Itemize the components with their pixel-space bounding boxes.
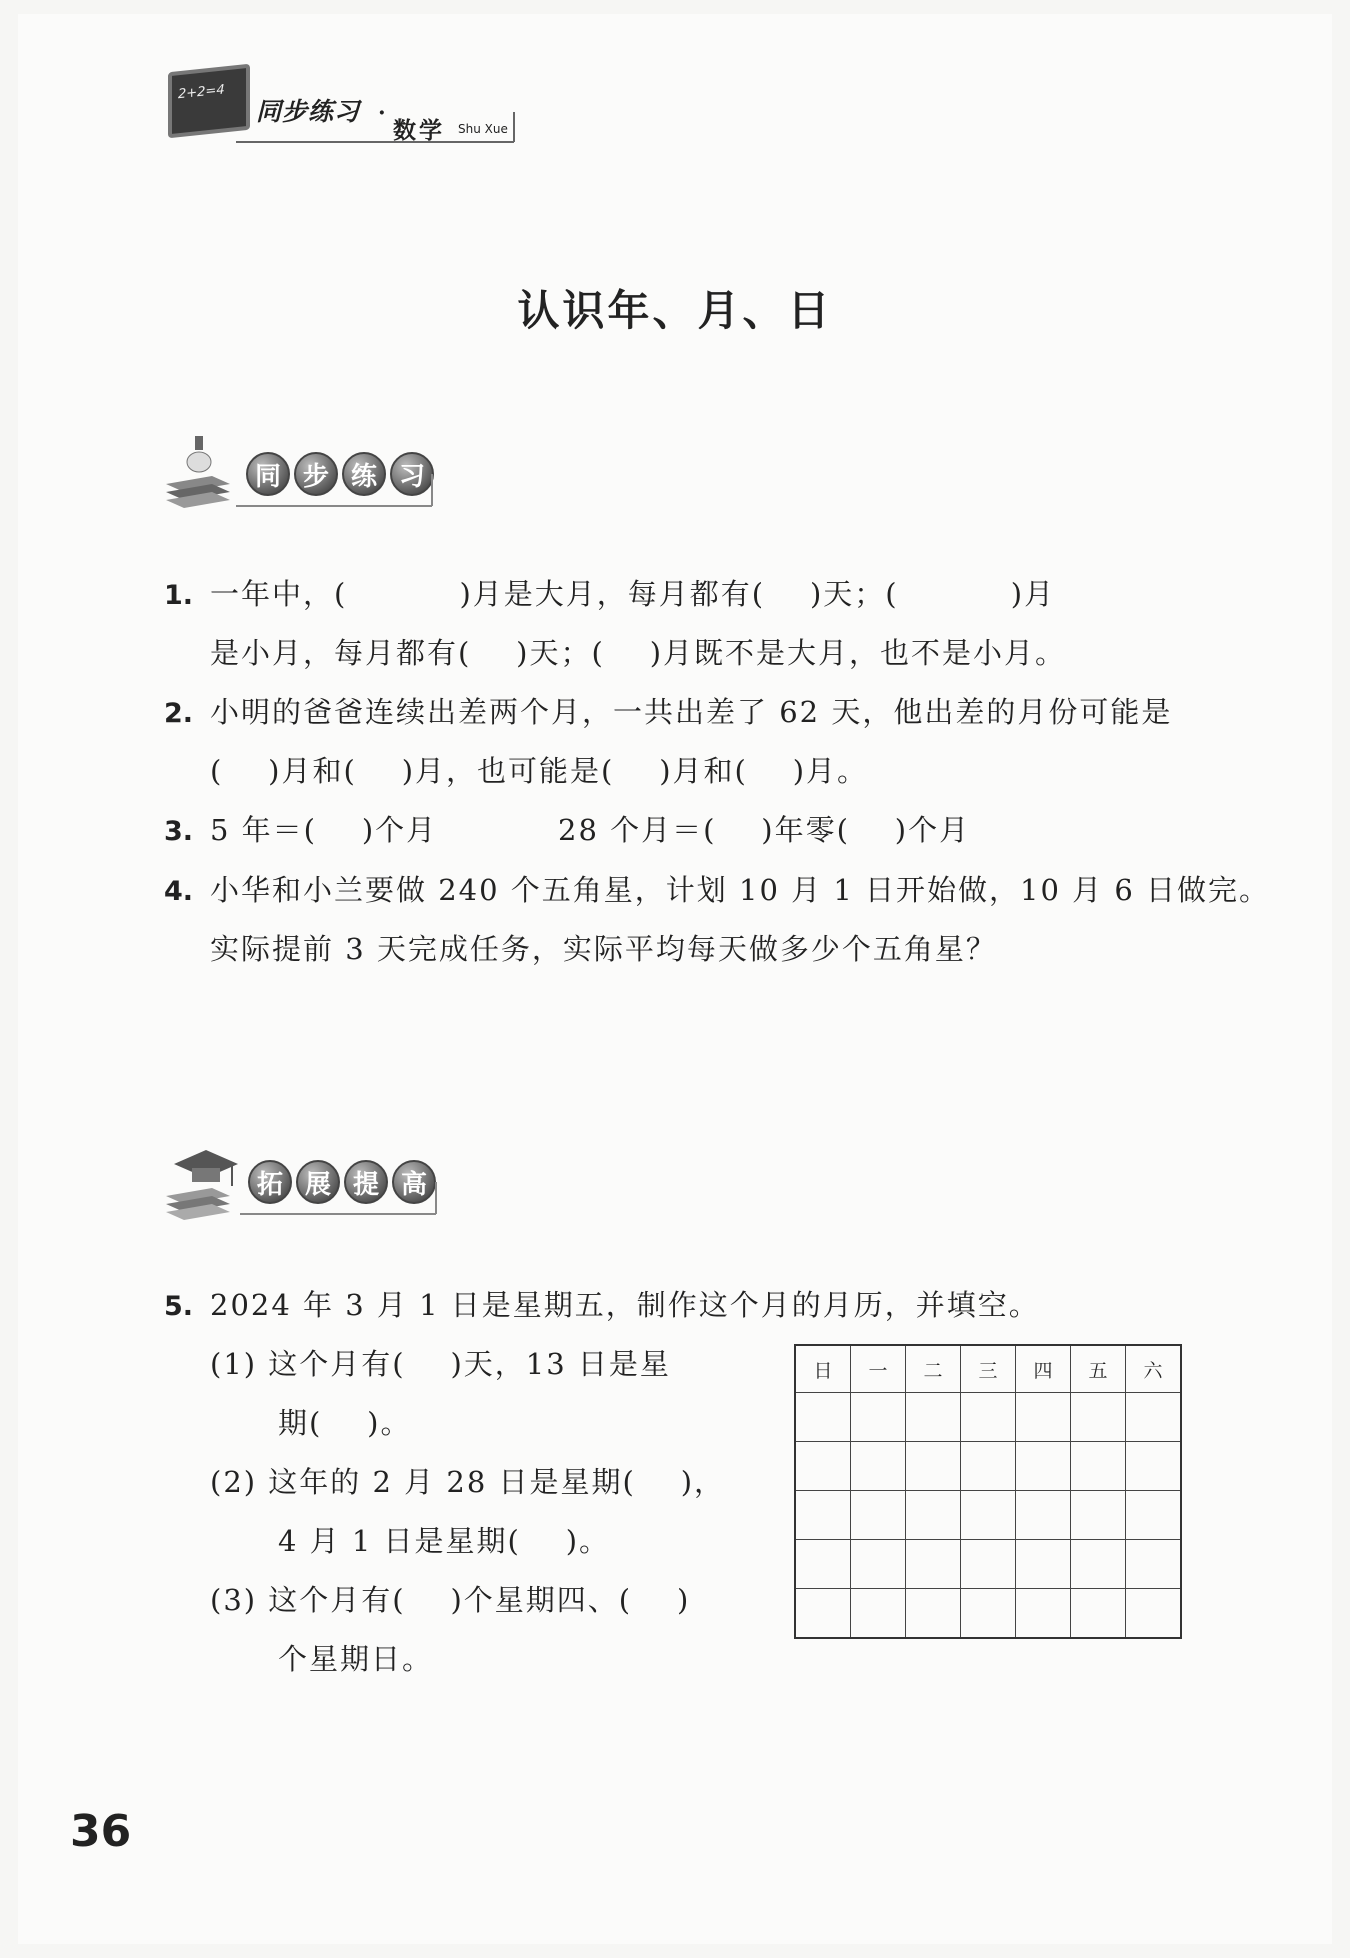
books-lamp-icon	[162, 432, 234, 510]
calendar-cell[interactable]	[1071, 1540, 1126, 1589]
page-title: 认识年、月、日	[517, 286, 833, 335]
question-3-part-2: 28 个月＝( )年零( )个月	[558, 813, 971, 847]
calendar-cell[interactable]	[1071, 1442, 1126, 1491]
calendar-cell[interactable]	[1016, 1442, 1071, 1491]
calendar-cell[interactable]	[1071, 1393, 1126, 1442]
header-divider	[513, 112, 515, 142]
calendar-cell[interactable]	[906, 1491, 961, 1540]
section-badge-practice	[246, 452, 434, 496]
series-name: 同步练习	[256, 97, 361, 126]
calendar-cell[interactable]	[1016, 1540, 1071, 1589]
calendar-row	[795, 1491, 1181, 1540]
question-2-line-1: 小明的爸爸连续出差两个月，一共出差了 62 天，他出差的月份可能是	[210, 695, 1173, 729]
calendar-grid	[794, 1344, 1182, 1639]
calendar-cell[interactable]	[906, 1442, 961, 1491]
calendar-cell[interactable]	[1016, 1491, 1071, 1540]
chalkboard-icon: 2+2=4	[168, 64, 250, 139]
weekday-header: 三	[961, 1345, 1016, 1393]
calendar-cell[interactable]	[851, 1589, 906, 1639]
calendar-cell[interactable]	[795, 1491, 851, 1540]
question-number: 5.	[164, 1291, 194, 1322]
section-badge-extend	[248, 1160, 436, 1204]
question-5-sub-2b: 4 月 1 日是星期( )。	[278, 1524, 611, 1558]
calendar-cell[interactable]	[795, 1442, 851, 1491]
calendar-cell[interactable]	[795, 1540, 851, 1589]
calendar-cell[interactable]	[906, 1393, 961, 1442]
calendar-cell[interactable]	[1126, 1491, 1182, 1540]
badge-char: 同	[246, 452, 290, 496]
calendar-cell[interactable]	[851, 1540, 906, 1589]
calendar-cell[interactable]	[1126, 1442, 1182, 1491]
question-5-sub-3b: 个星期日。	[278, 1642, 434, 1676]
section-underline	[240, 1213, 436, 1215]
badge-char: 练	[342, 452, 386, 496]
section-divider	[435, 1182, 437, 1214]
weekday-header: 五	[1071, 1345, 1126, 1393]
question-5-sub-3a: (3) 这个月有( )个星期四、( )	[210, 1583, 691, 1617]
calendar-row	[795, 1540, 1181, 1589]
calendar-cell[interactable]	[851, 1442, 906, 1491]
question-number: 1.	[164, 580, 194, 611]
question-5-sub-2a: (2) 这年的 2 月 28 日是星期( )，	[210, 1465, 726, 1499]
calendar-cell[interactable]	[961, 1442, 1016, 1491]
badge-char: 提	[344, 1160, 388, 1204]
calendar-row	[795, 1393, 1181, 1442]
calendar-row	[795, 1442, 1181, 1491]
question-2-line-2: ( )月和( )月，也可能是( )月和( )月。	[210, 754, 869, 788]
calendar-cell[interactable]	[1016, 1589, 1071, 1639]
subject-pinyin: Shu Xue	[458, 122, 508, 136]
question-5-sub-1b: 期( )。	[278, 1406, 412, 1440]
calendar-cell[interactable]	[961, 1393, 1016, 1442]
question-4-line-1: 小华和小兰要做 240 个五角星，计划 10 月 1 日开始做，10 月 6 日做完。	[210, 873, 1271, 907]
calendar-cell[interactable]	[1071, 1589, 1126, 1639]
weekday-header: 六	[1126, 1345, 1182, 1393]
calendar-cell[interactable]	[795, 1393, 851, 1442]
question-number: 2.	[164, 698, 194, 729]
subject-name: 数学	[393, 118, 445, 144]
calendar-cell[interactable]	[795, 1589, 851, 1639]
badge-char: 拓	[248, 1160, 292, 1204]
calendar-cell[interactable]	[1071, 1491, 1126, 1540]
page-number: 36	[70, 1806, 132, 1857]
question-5-line-1: 2024 年 3 月 1 日是星期五，制作这个月的月历，并填空。	[210, 1288, 1040, 1322]
calendar-cell[interactable]	[1126, 1393, 1182, 1442]
header-dot: ·	[378, 100, 386, 126]
badge-char: 高	[392, 1160, 436, 1204]
calendar-cell[interactable]	[851, 1393, 906, 1442]
calendar-cell[interactable]	[851, 1491, 906, 1540]
question-number: 4.	[164, 876, 194, 907]
calendar-cell[interactable]	[961, 1491, 1016, 1540]
question-4-line-2: 实际提前 3 天完成任务，实际平均每天做多少个五角星？	[210, 932, 997, 966]
calendar-cell[interactable]	[906, 1540, 961, 1589]
calendar-row	[795, 1589, 1181, 1639]
weekday-header: 一	[851, 1345, 906, 1393]
badge-char: 步	[294, 452, 338, 496]
badge-char: 展	[296, 1160, 340, 1204]
question-3-part-1: 5 年＝( )个月	[210, 813, 438, 847]
question-1-line-2: 是小月，每月都有( )天；( )月既不是大月，也不是小月。	[210, 636, 1067, 670]
question-number: 3.	[164, 816, 194, 847]
section-divider	[431, 474, 433, 506]
weekday-header: 日	[795, 1345, 851, 1393]
calendar-cell[interactable]	[906, 1589, 961, 1639]
weekday-header: 二	[906, 1345, 961, 1393]
calendar-cell[interactable]	[1126, 1540, 1182, 1589]
calendar-cell[interactable]	[961, 1589, 1016, 1639]
calendar-cell[interactable]	[1016, 1393, 1071, 1442]
calendar-cell[interactable]	[961, 1540, 1016, 1589]
header-underline	[236, 141, 514, 143]
calendar-cell[interactable]	[1126, 1589, 1182, 1639]
books-cap-icon	[162, 1142, 242, 1222]
section-underline	[236, 505, 432, 507]
weekday-header: 四	[1016, 1345, 1071, 1393]
question-1-line-1: 一年中，( )月是大月，每月都有( )天；( )月	[210, 577, 1056, 611]
calendar-header-row	[795, 1345, 1181, 1393]
badge-char: 习	[390, 452, 434, 496]
question-5-sub-1a: (1) 这个月有( )天，13 日是星	[210, 1347, 671, 1381]
